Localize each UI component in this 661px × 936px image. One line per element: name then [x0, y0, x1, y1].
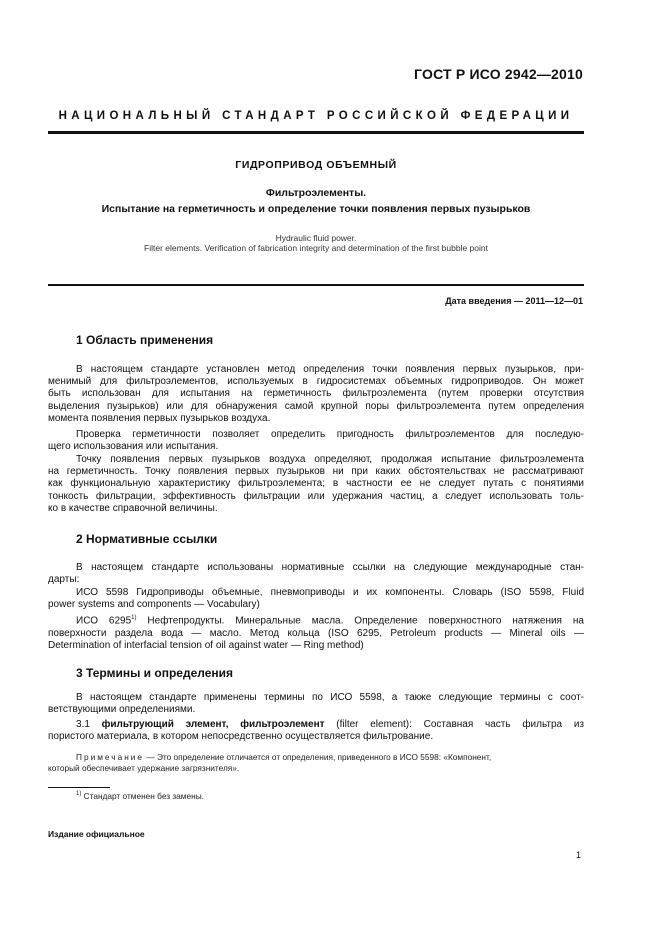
normative-reference-2: ИСО 6295$^{1)}$ Нефтепродукты. Минеральные масла. Определение поверхностного натяжения на поверхности раздела вода — масло. Метод кольца (ISO 6295, Petroleum products — Mineral oils — Determination of interfacial tension of oil against water — Ring method): [48, 615, 584, 651]
document-title: ГИДРОПРИВОД ОБЪЕМНЫЙ: [235, 159, 397, 171]
section-1-paragraph-3: Точку появления первых пузырьков воздуха определяют, продолжая испытание фильтроэлемента на герметичность. Точку появления первых пузырьков ни при каких обстоятельствах не рассматривают как функциональную характеристику фильтроэлемента; в частности ее не следует путать с понятиями тонкость фильтрации, эффективность фильтрации или удержания частиц, а следует использовать толь- ко в качестве справочной величины.: [48, 454, 584, 514]
english-title-2: Filter elements. Verification of fabrication integrity and determination of the first bubble point: [144, 243, 488, 253]
effective-date: Дата введения — 2011—12—01: [445, 296, 583, 306]
section-2-heading: 2 Нормативные ссылки: [76, 532, 218, 546]
national-standard-banner: НАЦИОНАЛЬНЫЙ СТАНДАРТ РОССИЙСКОЙ ФЕДЕРАЦИИ: [58, 110, 574, 122]
section-3-paragraph-1: В настоящем стандарте применены термины по ИСО 5598, а также следующие термины с соот- ветствующими определениями.: [48, 692, 584, 716]
banner-rule: [48, 131, 584, 134]
title-rule: [48, 284, 584, 286]
english-title-1: Hydraulic fluid power.: [275, 233, 357, 243]
section-1-paragraph-2: Проверка герметичности позволяет определить пригодность фильтроэлементов для последую- щего использования или испытания.: [48, 429, 584, 453]
section-2-paragraph-1: В настоящем стандарте использованы нормативные ссылки на следующие международные стан- дарты:: [48, 562, 584, 586]
section-3-heading: 3 Термины и определения: [76, 666, 234, 680]
page-number: 1: [575, 850, 581, 860]
document-subtitle-1: Фильтроэлементы.: [265, 187, 367, 199]
edition-label: Издание официальное: [48, 829, 145, 839]
section-1-paragraph-1: В настоящем стандарте установлен метод определения точки появления первых пузырьков, при- менимый для фильтроэлементов, используемых в гидросистемах объемных гидроприводов. Он может быть использован для испытания на герметичность фильтроэлемента (путем проверки отсутствия выделения пузырьков) или для обнаружения самой крупной поры фильтроэлемента путем определения момента появления первых пузырьков воздуха.: [48, 364, 584, 424]
normative-reference-1: ИСО 5598 Гидроприводы объемные, пневмоприводы и их компоненты. Словарь (ISO 5598, Fluid power systems and components — Vocabulary): [48, 587, 584, 611]
term-note: Примечание — Это определение отличается от определения, приведенного в ИСО 5598: «Компонент, который обеспечивает удержание загрязнителя».: [48, 752, 492, 773]
footnote-mark: 1): [131, 615, 137, 621]
section-1-heading: 1 Область применения: [76, 333, 214, 347]
standard-code: ГОСТ Р ИСО 2942—2010: [414, 66, 583, 82]
document-subtitle-2: Испытание на герметичность и определение точки появления первых пузырьков: [101, 203, 531, 215]
term-name: фильтрующий элемент, фильтроэлемент: [101, 719, 325, 730]
term-definition-3-1: 3.1 фильтрующий элемент, фильтроэлемент (filter element): Составная часть фильтра из пористого материала, в котором непосредственно осуществляется фильтрование.: [48, 719, 585, 743]
footnote: $^{1)}$ Стандарт отменен без замены.: [76, 791, 204, 801]
footnote-rule: [48, 787, 110, 788]
